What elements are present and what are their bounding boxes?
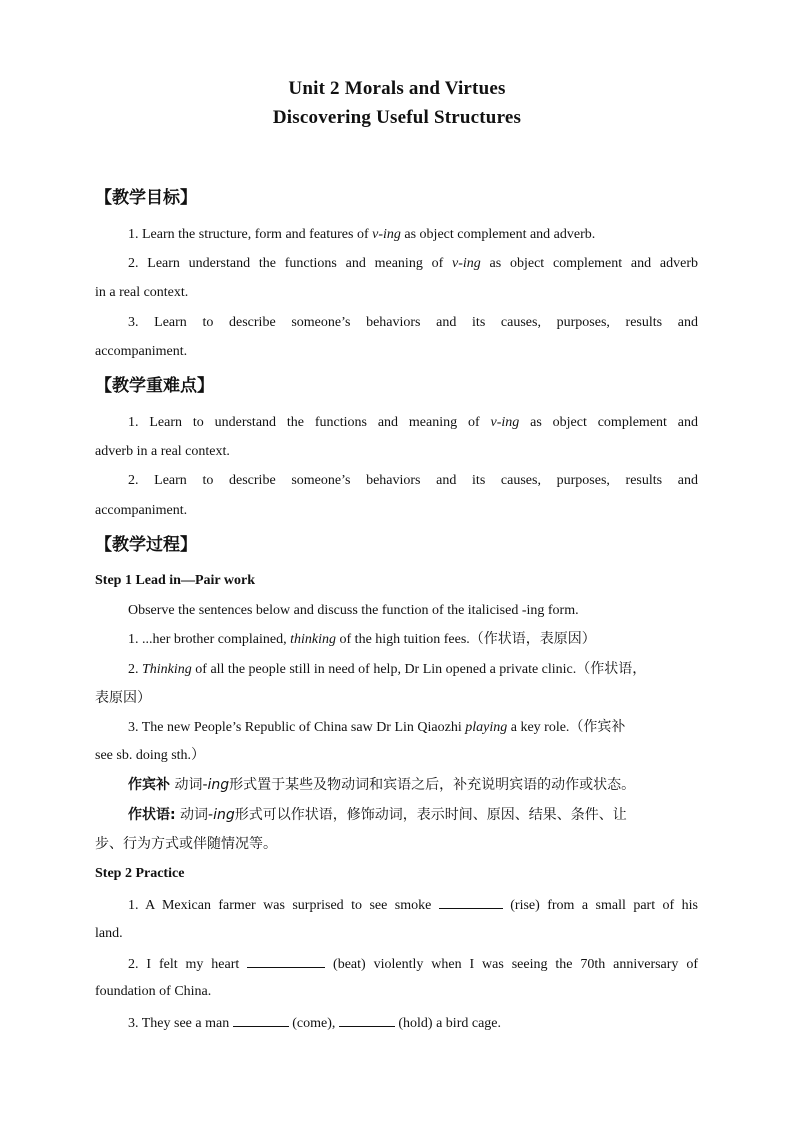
objective-item-1: 1. Learn the structure, form and features of v-ing as object complement and adverb. bbox=[128, 227, 596, 242]
step1-sentence-1: 1. ...her brother complained, thinking of the high tuition fees.（作状语，表原因） bbox=[128, 631, 596, 647]
step1-intro: Observe the sentences below and discuss the function of the italicised -ing form. bbox=[128, 603, 579, 618]
key-points-heading: 【教学重难点】 bbox=[95, 376, 214, 396]
practice-1-cont: land. bbox=[95, 926, 123, 941]
step1-sentence-2-cont: 表原因） bbox=[95, 690, 151, 706]
note-adverbial: 作状语: 动词-ing形式可以作状语，修饰动词，表示时间、原因、结果、条件、让 bbox=[128, 807, 627, 823]
answer-blank-3[interactable] bbox=[233, 1013, 289, 1027]
note-object-complement: 作宾补 动词-ing形式置于某些及物动词和宾语之后，补充说明宾语的动作或状态。 bbox=[128, 777, 636, 793]
step1-sentence-3-cont: see sb. doing sth.） bbox=[95, 748, 206, 763]
note-adverbial-cont: 步、行为方式或伴随情况等。 bbox=[95, 836, 277, 852]
objective-item-3-cont: accompaniment. bbox=[95, 344, 188, 359]
objectives-heading: 【教学目标】 bbox=[95, 188, 197, 208]
key-point-1: 1. Learn to understand the functions and meaning of v-ing as object complement and bbox=[128, 415, 698, 430]
key-point-2: 2. Learn to describe someone’s behaviors and its causes, purposes, results and bbox=[128, 473, 698, 488]
objective-item-3: 3. Learn to describe someone’s behaviors and its causes, purposes, results and bbox=[128, 315, 698, 330]
practice-3: 3. They see a man (come), (hold) a bird cage. bbox=[128, 1013, 501, 1033]
process-heading: 【教学过程】 bbox=[95, 535, 197, 555]
step1-title: Step 1 Lead in—Pair work bbox=[95, 573, 255, 588]
document-subtitle: Discovering Useful Structures bbox=[272, 107, 522, 128]
answer-blank-1[interactable] bbox=[439, 895, 503, 909]
key-point-2-cont: accompaniment. bbox=[95, 503, 188, 518]
step2-title: Step 2 Practice bbox=[95, 866, 185, 881]
document-title: Unit 2 Morals and Virtues bbox=[288, 78, 506, 99]
key-point-1-cont: adverb in a real context. bbox=[95, 444, 230, 459]
step1-sentence-3: 3. The new People’s Republic of China saw Dr Lin Qiaozhi playing a key role.（作宾补 bbox=[128, 719, 626, 735]
answer-blank-4[interactable] bbox=[339, 1013, 395, 1027]
answer-blank-2[interactable] bbox=[247, 954, 325, 968]
practice-2-cont: foundation of China. bbox=[95, 984, 212, 999]
practice-2: 2. I felt my heart (beat) violently when I was seeing the 70th anniversary of bbox=[128, 954, 698, 974]
objective-item-2: 2. Learn understand the functions and meaning of v-ing as object complement and adverb bbox=[128, 256, 699, 271]
objective-item-2-cont: in a real context. bbox=[95, 285, 189, 300]
step1-sentence-2: 2. Thinking of all the people still in need of help, Dr Lin opened a private clinic.（作状语， bbox=[128, 661, 647, 677]
practice-1: 1. A Mexican farmer was surprised to see smoke (rise) from a small part of his bbox=[128, 895, 698, 915]
